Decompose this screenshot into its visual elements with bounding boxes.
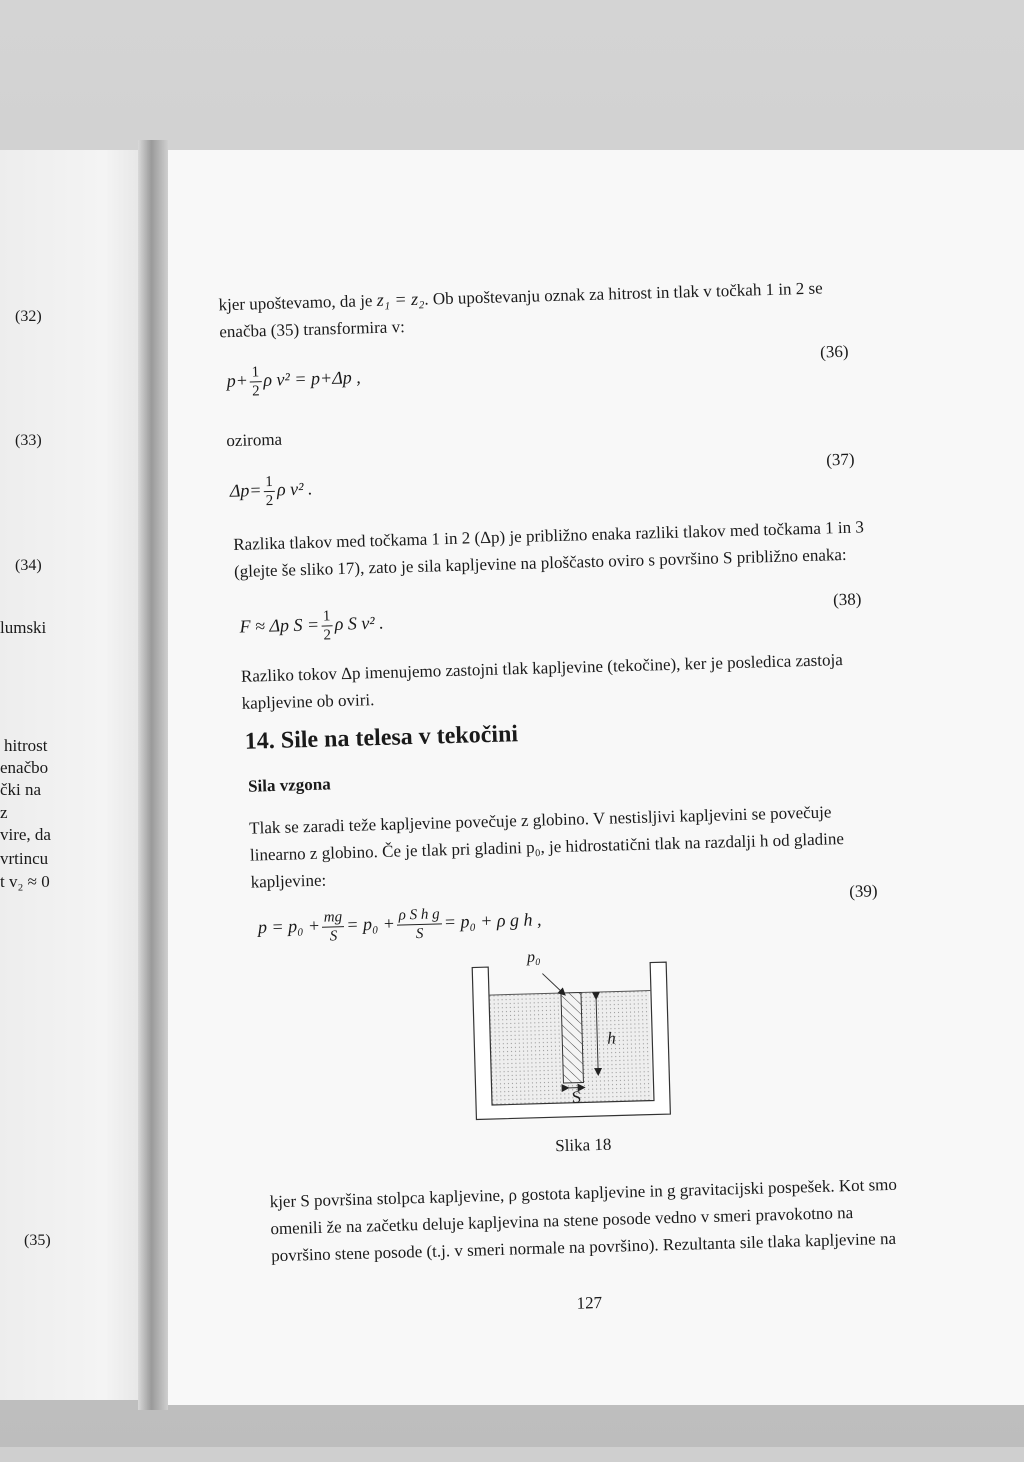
paragraph-line: (glejte še sliko 17), zato je sila kapljevine na ploščasto oviro s površino S približno enaka: — [234, 541, 847, 585]
oziroma-text: oziroma — [226, 426, 282, 455]
left-eq-number-34: (34) — [15, 557, 42, 575]
left-fragment: z — [0, 799, 8, 826]
equation-number-36: (36) — [820, 342, 849, 363]
left-eq-number-35: (35) — [24, 1232, 51, 1250]
left-eq-number-32: (32) — [15, 308, 42, 326]
left-fragment: vire, da — [0, 821, 51, 848]
equation-number-39: (39) — [849, 881, 878, 902]
equation-38: F ≈ Δp S = $\frac{1}{2}$ ρ S v² . — [239, 606, 384, 647]
equation-number-37: (37) — [826, 450, 855, 471]
paragraph-line: enačba (35) transformira v: — [219, 313, 405, 345]
paragraph-line: linearno z globino. Če je tlak pri gladini p₀, je hidrostatični tlak na razdalji h od gladine — [250, 825, 845, 869]
left-fragment: čki na — [0, 776, 41, 803]
paragraph-line: Razlika tlakov med točkama 1 in 2 (Δp) je približno enaka razliki tlakov med točkama 1 in 3 — [233, 513, 864, 558]
paragraph-line: Razliko tokov Δp imenujemo zastojni tlak kapljevine (tekočine), ker je posledica zastoja — [241, 646, 843, 690]
left-fragment: t v₂ ≈ 0 — [0, 868, 50, 895]
figure-caption: Slika 18 — [555, 1131, 612, 1160]
paragraph-line: Tlak se zaradi teže kapljevine povečuje z globino. V nestisljivi kapljevini se povečuje — [249, 798, 832, 841]
paragraph-line: kapljevine ob oviri. — [241, 686, 374, 717]
figure-label-S: S — [572, 1088, 582, 1108]
equation-39: p = p₀ + $\frac{mg}{S}$ = p₀ + $\frac{\text{ρ S h g}}{S}$ = p₀ + ρ g h , — [258, 903, 543, 948]
paragraph-line: omenili že na začetku deluje kapljevina na stene posode vedno v smeri pravokotno na — [270, 1199, 854, 1242]
left-fragment: enačbo — [0, 754, 48, 781]
paragraph-line: kjer S površina stolpca kapljevine, ρ gostota kapljevine in g gravitacijski pospešek. Kot smo — [269, 1171, 897, 1216]
liquid-column — [561, 992, 584, 1083]
equation-number-38: (38) — [833, 590, 862, 611]
equation-36: p+ $\frac{1}{2}$ ρ v² = p+Δp , — [226, 360, 361, 401]
subsection-title: Sila vzgona — [248, 774, 331, 796]
paragraph-line: kapljevine: — [250, 867, 326, 896]
page-number: 127 — [576, 1289, 602, 1317]
left-fragment: lumski — [0, 614, 46, 641]
figure-label-h: h — [607, 1029, 616, 1049]
figure-label-p0: p₀ — [527, 949, 541, 967]
section-title: 14. Sile na telesa v tekočini — [244, 721, 518, 756]
paragraph-line: površino stene posode (t.j. v smeri normale na površino). Rezultanta sile tlaka kapljevine na — [271, 1225, 897, 1269]
left-fragment: vrtincu — [0, 845, 48, 872]
paragraph-line: kjer upoštevamo, da je z₁ = z₂. Ob upoštevanju oznak za hitrost in tlak v točkah 1 in 2 se — [218, 274, 823, 318]
figure-18-diagram — [460, 942, 685, 1138]
left-eq-number-33: (33) — [15, 432, 42, 450]
equation-37: Δp= $\frac{1}{2}$ ρ v² . — [229, 472, 313, 511]
left-fragment: hitrost — [4, 732, 47, 759]
